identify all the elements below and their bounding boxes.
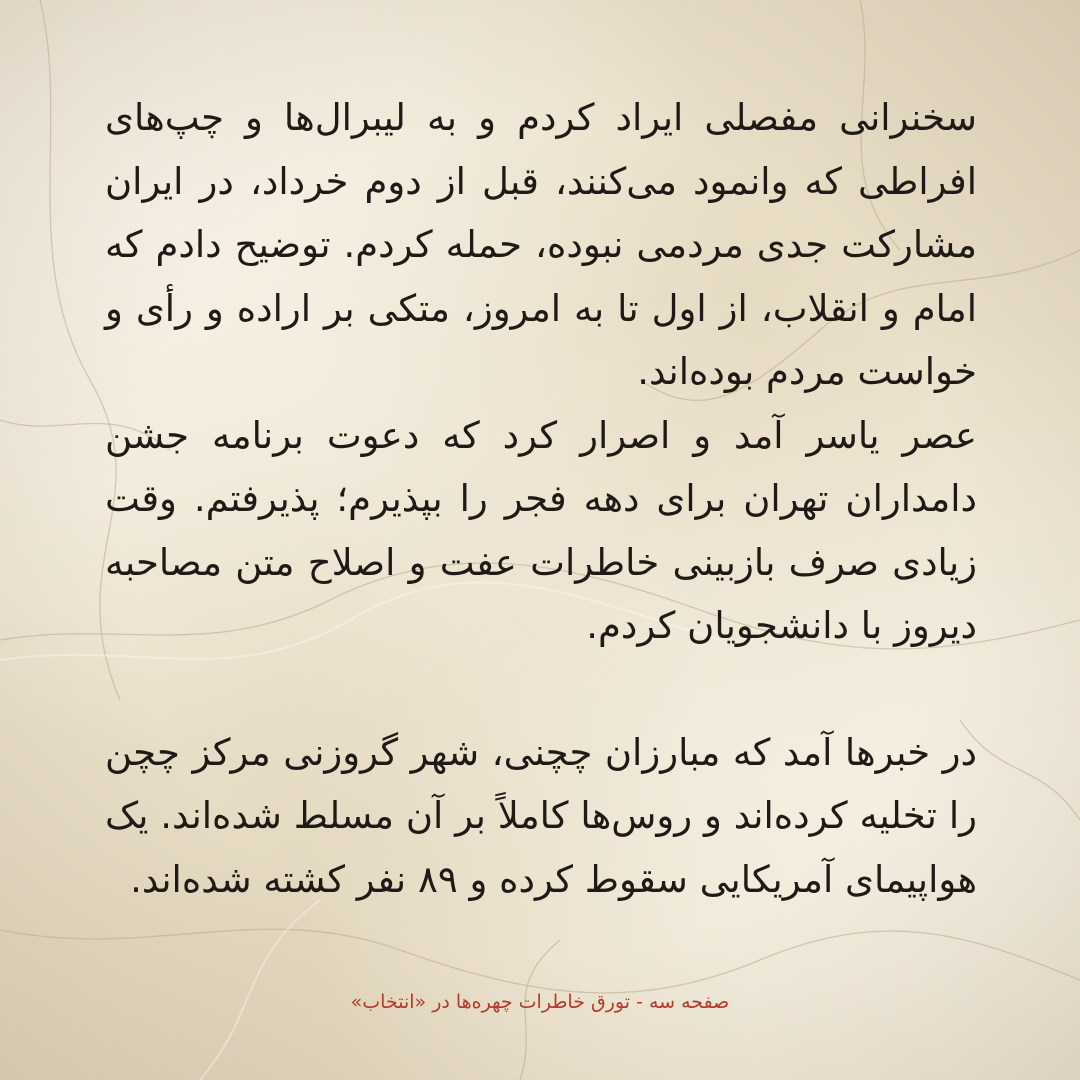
- paragraph-1: سخنرانی مفصلی ایراد کردم و به لیبرال‌ها و چپ‌های افراطی که وانمود می‌کنند، قبل از دوم خرداد، در ایران مشارکت جدی مردمی نبوده، حمله کردم. توضیح دادم که امام و انقلاب، از اول تا به امروز، متکی بر اراده و رأی و خواست مردم بوده‌اند.: [105, 96, 977, 393]
- paragraph-gap: [105, 658, 977, 721]
- journal-text: [105, 86, 977, 911]
- source-caption: صفحه سه - تورق خاطرات چهره‌ها در «انتخاب»: [350, 991, 730, 1013]
- paragraph-2: عصر یاسر آمد و اصرار کرد که دعوت برنامه جشن دامداران تهران برای دهه فجر را بپذیرم؛ پذیرفتم. وقت زیادی صرف بازبینی خاطرات عفت و اصلاح متن مصاحبه دیروز با دانشجویان کردم.: [105, 413, 977, 647]
- paragraph-3: در خبرها آمد که مبارزان چچنی، شهر گروزنی مرکز چچن را تخلیه کرده‌اند و روس‌ها کاملاً بر آن مسلط شده‌اند. یک هواپیمای آمریکایی سقوط کرده و ۸۹ نفر کشته شده‌اند.: [105, 730, 977, 901]
